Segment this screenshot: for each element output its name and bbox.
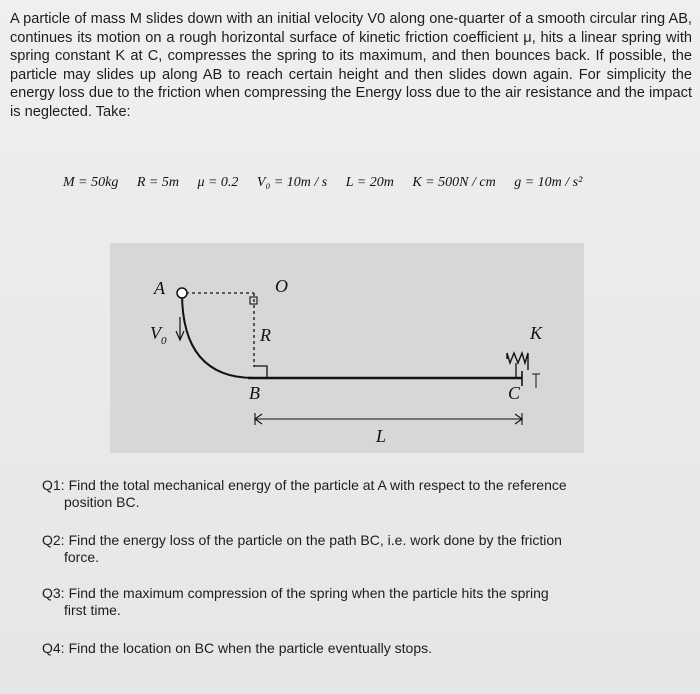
question-4 bbox=[42, 640, 662, 657]
question-1-continuation: position BC. bbox=[64, 494, 140, 510]
spring bbox=[507, 353, 528, 370]
question-4-number: Q4: bbox=[42, 640, 65, 656]
question-2 bbox=[42, 532, 662, 566]
label-b: B bbox=[249, 383, 260, 403]
param-initial-velocity: V₀ = 10m / s bbox=[256, 175, 328, 190]
question-1-text: Find the total mechanical energy of the particle at A with respect to the reference bbox=[68, 477, 567, 493]
particle bbox=[177, 288, 187, 298]
label-a: A bbox=[154, 278, 165, 298]
diagram-svg bbox=[110, 243, 584, 453]
given-parameters bbox=[63, 175, 663, 191]
right-angle-mark bbox=[254, 366, 267, 378]
label-v: V bbox=[150, 323, 161, 343]
question-3-continuation: first time. bbox=[64, 602, 121, 618]
question-2-text: Find the energy loss of the particle on the path BC, i.e. work done by the friction bbox=[68, 532, 562, 548]
param-friction-coefficient: μ = 0.2 bbox=[197, 175, 239, 190]
question-3 bbox=[42, 585, 662, 619]
param-length: L = 20m bbox=[345, 175, 394, 190]
problem-diagram bbox=[110, 243, 584, 453]
param-gravity: g = 10m / s² bbox=[514, 175, 583, 190]
question-2-continuation: force. bbox=[64, 549, 100, 565]
label-v0 bbox=[150, 323, 167, 347]
question-1 bbox=[42, 477, 662, 511]
question-1-number: Q1: bbox=[42, 477, 65, 493]
question-2-number: Q2: bbox=[42, 532, 65, 548]
quarter-ring-arc bbox=[182, 293, 254, 378]
label-c: C bbox=[508, 383, 521, 403]
label-v-subscript: 0 bbox=[161, 335, 167, 347]
label-r: R bbox=[260, 325, 271, 345]
question-3-number: Q3: bbox=[42, 585, 65, 601]
question-4-text: Find the location on BC when the particle eventually stops. bbox=[68, 640, 433, 656]
param-spring-constant: K = 500N / cm bbox=[412, 175, 496, 190]
question-3-text: Find the maximum compression of the spring when the particle hits the spring bbox=[68, 585, 549, 601]
label-l: L bbox=[376, 426, 387, 446]
param-radius: R = 5m bbox=[136, 175, 179, 190]
label-o: O bbox=[275, 276, 288, 296]
label-k: K bbox=[530, 323, 543, 343]
param-mass: M = 50kg bbox=[63, 175, 119, 190]
problem-statement: A particle of mass M slides down with an initial velocity V0 along one-quarter of a smooth circular ring AB, continues its motion on a rough horizontal surface of kinetic friction coefficient μ, hits a linear spring with spring constant K at C, compresses the spring to its maximum, and then bounces back. If possible, the particle may slides up along AB to reach certain height and then slides down again. For simplicity the energy loss due to the friction when compressing the Energy loss due to the air resistance and the impact is neglected. Take: bbox=[10, 11, 692, 120]
